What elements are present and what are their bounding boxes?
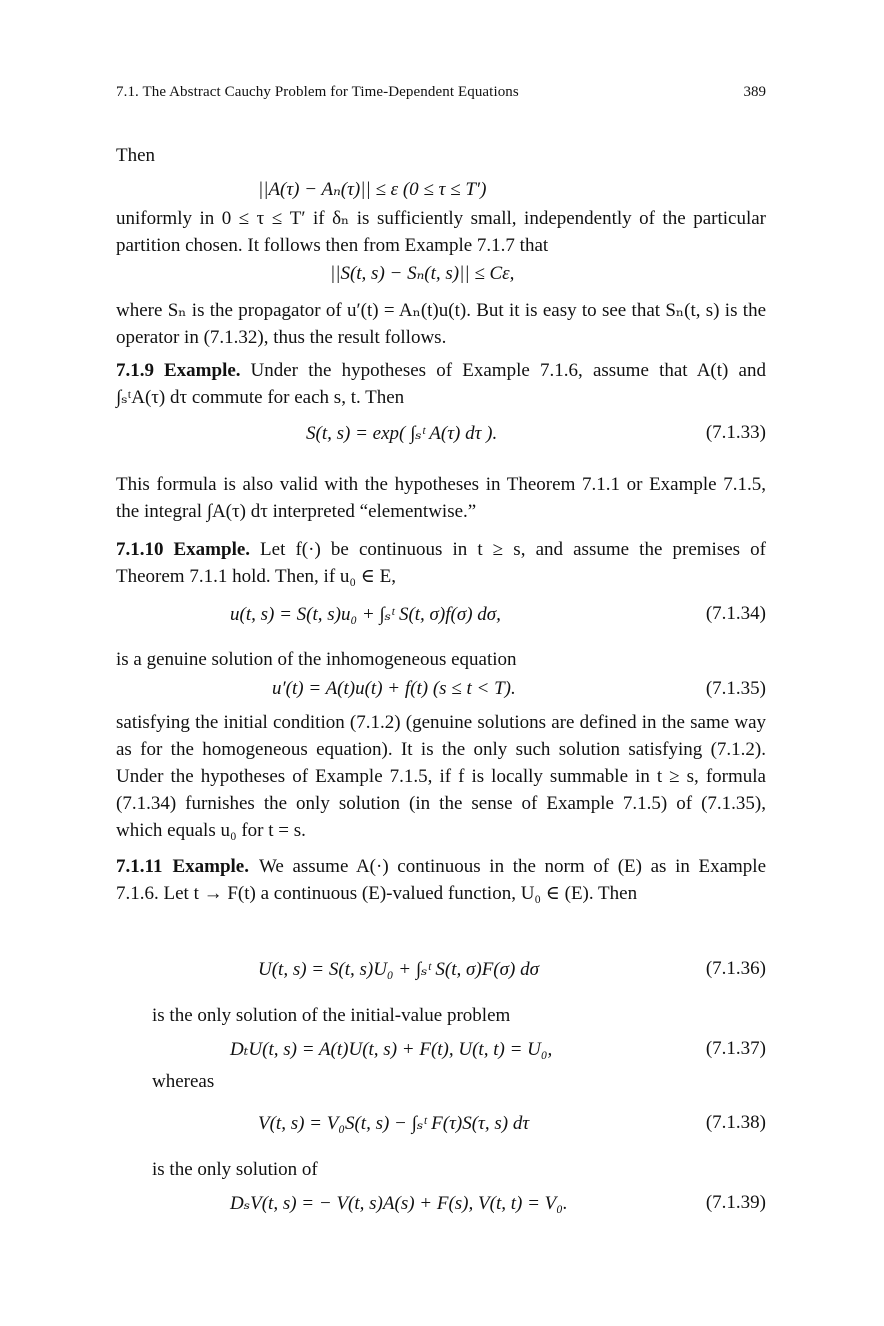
example-label: Example.	[172, 856, 249, 877]
equation-label-7-1-38: (7.1.38)	[705, 1112, 766, 1133]
example-number: 7.1.11	[116, 856, 163, 877]
example-text: We assume A(·) continuous in the norm of (E) as in Example 7.1.6. Let t → F(t) a continuous (E)-valued function, U₀ ∈ (E). Then	[116, 856, 766, 904]
equation-7-1-38: V(t, s) = V₀S(t, s) − ∫ₛᵗ F(τ)S(τ, s) dτ	[258, 1113, 530, 1134]
paragraph-initial-condition: satisfying the initial condition (7.1.2) (genuine solutions are defined in the same way as for the homogeneous equation). It is the only such solution satisfying (7.1.2). Under the hypotheses of Example 7.1.5, if f is locally summable in t ≥ s, formula (7.1.34) furnishes the only solution (in the sense of Example 7.1.5) of (7.1.35), which equals u₀ for t = s.	[116, 712, 766, 841]
equation-label-7-1-35: (7.1.35)	[705, 678, 766, 699]
example-label: Example.	[164, 360, 241, 381]
example-label: Example.	[173, 539, 251, 560]
paragraph-formula-valid: This formula is also valid with the hypotheses in Theorem 7.1.1 or Example 7.1.5, the integral ∫A(τ) dτ interpreted “elementwise.”	[116, 474, 766, 522]
text-only-solution-of: is the only solution of	[152, 1159, 318, 1180]
equation-7-1-36: U(t, s) = S(t, s)U₀ + ∫ₛᵗ S(t, σ)F(σ) dσ	[258, 959, 539, 980]
example-7-1-9	[116, 357, 766, 411]
equation-label-7-1-39: (7.1.39)	[705, 1192, 766, 1213]
equation-norm-a: ||A(τ) − Aₙ(τ)|| ≤ ε (0 ≤ τ ≤ T′)	[258, 179, 487, 200]
paragraph-where-sn: where Sₙ is the propagator of u′(t) = Aₙ(t)u(t). But it is easy to see that Sₙ(t, s) is the operator in (7.1.32), thus the result follows.	[116, 300, 766, 348]
equation-7-1-33: S(t, s) = exp( ∫ₛᵗ A(τ) dτ ).	[306, 423, 498, 444]
text-whereas: whereas	[152, 1071, 215, 1092]
example-text: Under the hypotheses of Example 7.1.6, assume that A(t) and ∫ₛᵗA(τ) dτ commute for each s, t. Then	[116, 360, 766, 408]
example-7-1-10	[116, 536, 766, 590]
text-then: Then	[116, 145, 156, 166]
paragraph-uniformly: uniformly in 0 ≤ τ ≤ T′ if δₙ is sufficiently small, independently of the particular partition chosen. It follows then from Example 7.1.7 that	[116, 208, 766, 256]
running-title: 7.1. The Abstract Cauchy Problem for Time-Dependent Equations	[116, 84, 519, 100]
page-number: 389	[743, 84, 766, 100]
equation-7-1-39: DₛV(t, s) = − V(t, s)A(s) + F(s), V(t, t) = V₀.	[230, 1193, 568, 1214]
text-only-solution-ivp: is the only solution of the initial-value problem	[152, 1005, 511, 1026]
equation-label-7-1-36: (7.1.36)	[705, 958, 766, 979]
text-genuine-solution: is a genuine solution of the inhomogeneous equation	[116, 649, 517, 670]
running-header	[116, 84, 766, 106]
equation-7-1-35: u′(t) = A(t)u(t) + f(t) (s ≤ t < T).	[272, 678, 516, 699]
equation-7-1-34: u(t, s) = S(t, s)u₀ + ∫ₛᵗ S(t, σ)f(σ) dσ,	[230, 604, 501, 625]
equation-label-7-1-34: (7.1.34)	[705, 603, 766, 624]
equation-7-1-37: DₜU(t, s) = A(t)U(t, s) + F(t), U(t, t) = U₀,	[230, 1039, 553, 1060]
example-number: 7.1.9	[116, 360, 154, 381]
example-text: Let f(·) be continuous in t ≥ s, and assume the premises of Theorem 7.1.1 hold. Then, if u₀ ∈ E,	[116, 539, 766, 587]
equation-label-7-1-37: (7.1.37)	[705, 1038, 766, 1059]
example-7-1-11	[116, 853, 766, 907]
equation-label-7-1-33: (7.1.33)	[705, 422, 766, 443]
example-number: 7.1.10	[116, 539, 164, 560]
equation-norm-s: ||S(t, s) − Sₙ(t, s)|| ≤ Cε,	[330, 263, 515, 284]
